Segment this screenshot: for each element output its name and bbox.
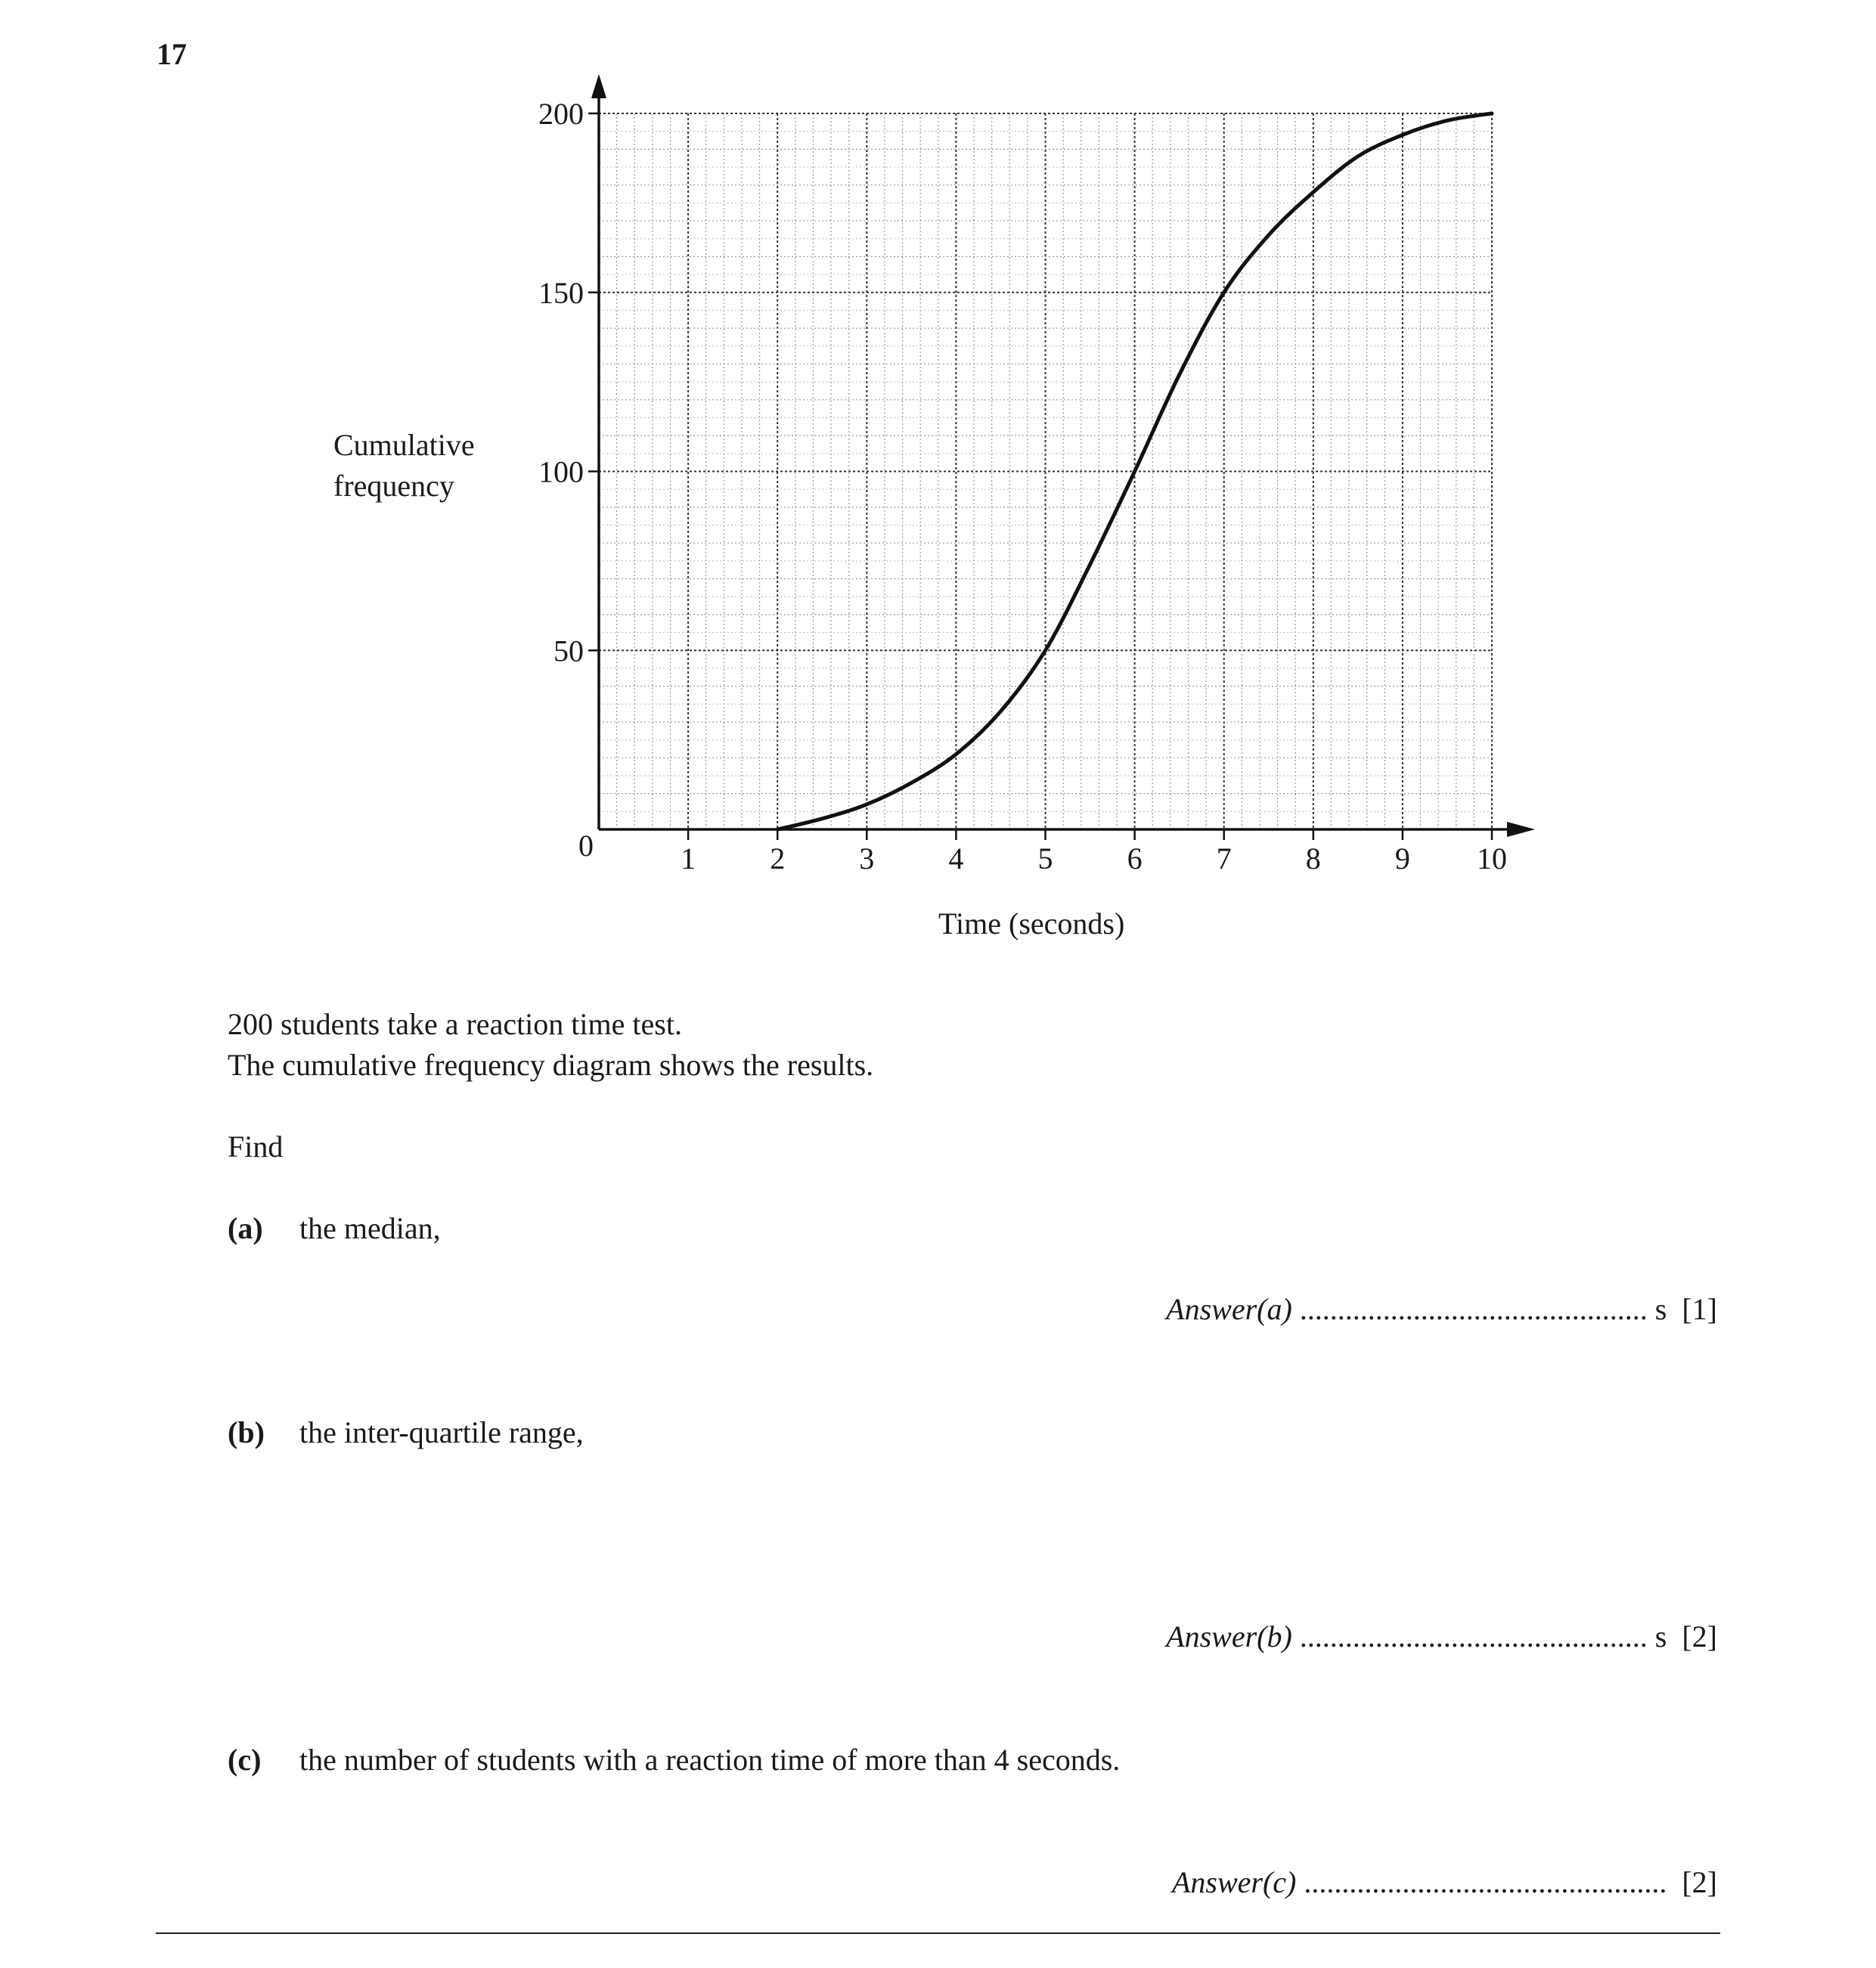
find-label: Find: [228, 1130, 284, 1164]
x-tick-label: 6: [1127, 841, 1143, 876]
y-tick-label: 100: [538, 454, 584, 489]
x-tick-label: 7: [1216, 841, 1232, 876]
y-tick-label: 200: [538, 97, 584, 131]
chart-grid: [599, 113, 1492, 829]
answer-b-line: [1166, 1616, 1717, 1657]
answer-a-field[interactable]: ..............................................: [1299, 1292, 1648, 1326]
part-b-letter: (b): [228, 1415, 265, 1449]
answer-a-marks: [1]: [1682, 1292, 1717, 1326]
answer-c-line: [1172, 1862, 1717, 1903]
part-a-question: [228, 1208, 441, 1249]
y-tick-label: 50: [553, 634, 584, 668]
y-tick-label: 150: [538, 275, 584, 310]
part-b-question: [228, 1412, 584, 1453]
part-c-letter: (c): [228, 1743, 262, 1777]
answer-b-label: Answer(b): [1166, 1619, 1292, 1653]
answer-a-label: Answer(a): [1166, 1292, 1292, 1326]
x-axis-arrowhead: [1507, 822, 1535, 837]
x-axis-label: Time (seconds): [938, 907, 1125, 941]
x-tick-label: 3: [859, 841, 875, 876]
x-tick-label: 9: [1394, 841, 1410, 876]
y-axis-label: [333, 425, 475, 507]
x-tick-label: 8: [1305, 841, 1321, 876]
chart-ticks: [538, 97, 1507, 876]
answer-b-unit: s: [1654, 1619, 1667, 1653]
origin-label: 0: [578, 829, 594, 863]
x-tick-label: 10: [1477, 841, 1507, 876]
answer-a-unit: s: [1654, 1292, 1667, 1326]
answer-b-field[interactable]: ..............................................: [1299, 1619, 1648, 1653]
answer-c-marks: [2]: [1682, 1865, 1717, 1899]
intro-line-2: The cumulative frequency diagram shows the results.: [228, 1048, 874, 1082]
y-axis-arrowhead: [591, 74, 606, 98]
intro-line-1: 200 students take a reaction time test.: [228, 1007, 682, 1041]
part-c-text: the number of students with a reaction time of more than 4 seconds.: [299, 1743, 1121, 1777]
answer-a-line: [1166, 1289, 1717, 1330]
answer-c-label: Answer(c): [1171, 1865, 1297, 1899]
part-a-letter: (a): [228, 1211, 263, 1245]
part-c-question: [228, 1740, 1120, 1780]
part-a-text: the median,: [299, 1211, 441, 1245]
x-tick-label: 2: [770, 841, 786, 876]
x-tick-label: 5: [1037, 841, 1053, 876]
cumulative-frequency-chart: [0, 0, 1876, 983]
question-number: 17: [157, 37, 187, 71]
x-tick-label: 1: [681, 841, 696, 876]
bottom-rule: [156, 1932, 1720, 1934]
x-tick-label: 4: [948, 841, 964, 876]
answer-b-marks: [2]: [1682, 1619, 1717, 1653]
answer-c-field[interactable]: ................................................: [1304, 1865, 1667, 1899]
part-b-text: the inter-quartile range,: [299, 1415, 584, 1449]
y-axis-label-line2: frequency: [333, 469, 454, 503]
y-axis-label-line1: Cumulative: [333, 428, 475, 462]
